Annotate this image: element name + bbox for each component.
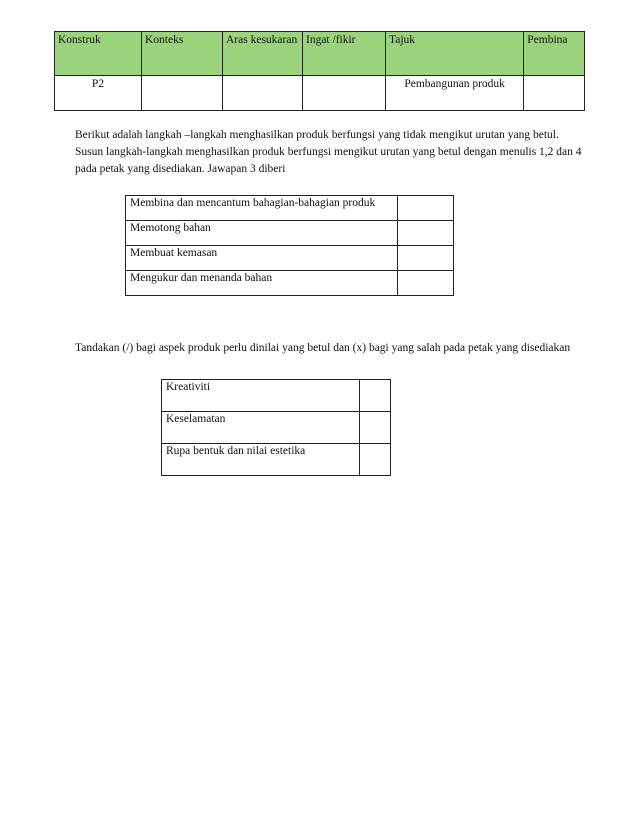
answer-box[interactable] <box>398 196 454 221</box>
table-row <box>126 221 454 246</box>
cell-tajuk: Pembangunan produk <box>386 76 524 111</box>
aspects-table <box>161 379 391 476</box>
question2-instructions: Tandakan (/) bagi aspek produk perlu dinilai yang betul dan (x) bagi yang salah pada petak yang disediakan <box>75 342 571 354</box>
step-label: Membina dan mencantum bahagian-bahagian produk <box>126 196 398 221</box>
table-row <box>126 271 454 296</box>
col-ingat-fikir: Ingat /fikir <box>303 32 386 76</box>
table-row <box>162 380 391 412</box>
cell-ingat <box>303 76 386 111</box>
answer-box[interactable] <box>398 221 454 246</box>
question-header-table <box>54 31 585 111</box>
steps-table <box>125 195 454 296</box>
cell-aras <box>223 76 303 111</box>
tick-box[interactable] <box>360 380 391 412</box>
header-values-row <box>55 76 585 111</box>
col-tajuk: Tajuk <box>386 32 524 76</box>
col-pembina: Pembina <box>524 32 585 76</box>
step-label: Membuat kemasan <box>126 246 398 271</box>
answer-box[interactable] <box>398 246 454 271</box>
aspect-label: Keselamatan <box>162 412 360 444</box>
col-konteks: Konteks <box>142 32 223 76</box>
col-aras-kesukaran: Aras kesukaran <box>223 32 303 76</box>
table-row <box>162 444 391 476</box>
cell-pembina <box>524 76 585 111</box>
tick-box[interactable] <box>360 412 391 444</box>
aspect-label: Kreativiti <box>162 380 360 412</box>
table-row <box>162 412 391 444</box>
cell-konteks <box>142 76 223 111</box>
aspect-label: Rupa bentuk dan nilai estetika <box>162 444 360 476</box>
tick-box[interactable] <box>360 444 391 476</box>
step-label: Memotong bahan <box>126 221 398 246</box>
answer-box[interactable] <box>398 271 454 296</box>
col-konstruk: Konstruk <box>55 32 142 76</box>
table-row <box>126 246 454 271</box>
step-label: Mengukur dan menanda bahan <box>126 271 398 296</box>
question1-instructions: Berikut adalah langkah –langkah menghasilkan produk berfungsi yang tidak mengikut urutan yang betul. Susun langkah-langkah menghasilkan produk berfungsi mengikut urutan yang betul dengan menulis 1,2 dan 4 pada petak yang disediakan. Jawapan 3 diberi <box>75 129 582 175</box>
cell-konstruk: P2 <box>55 76 142 111</box>
header-row <box>55 32 585 76</box>
table-row <box>126 196 454 221</box>
